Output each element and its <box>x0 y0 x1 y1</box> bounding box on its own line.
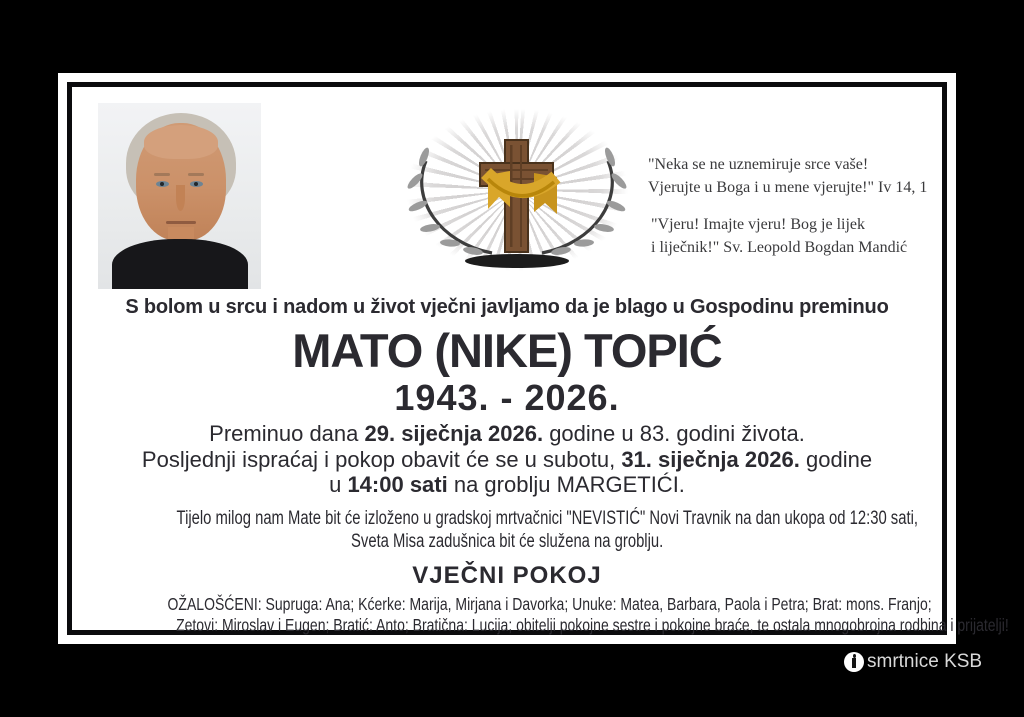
eternal-rest-heading: VJEČNI POKOJ <box>412 561 602 589</box>
header-section <box>72 87 942 297</box>
death-notice-card <box>58 73 1009 644</box>
mortuary-info <box>72 507 942 553</box>
photo-nose <box>176 185 185 211</box>
photo-eyebrow <box>154 173 170 176</box>
cross-icon <box>362 107 672 297</box>
mourners-list <box>72 593 1009 636</box>
brand-label: smrtnice KSB <box>867 651 983 672</box>
photo-eyebrow <box>188 173 204 176</box>
deceased-photo <box>98 103 261 289</box>
quote-john <box>648 153 948 199</box>
cross-illustration <box>362 107 672 297</box>
announcement-text: S bolom u srcu i nadom u život vječni javljamo da je blago u Gospodinu preminuo <box>125 296 889 318</box>
deceased-name: MATO (NIKE) TOPIĆ <box>292 324 722 377</box>
photo-shoulders <box>112 239 248 289</box>
candle-icon <box>844 652 864 672</box>
death-details <box>72 421 942 498</box>
photo-eye <box>156 181 169 187</box>
mortuary-line: Tijelo milog nam Mate bit će izloženo u gradskoj mrtvačnici "NEVISTIĆ" Novi Travnik na dan ukopa od 12:30 sati, <box>176 507 919 529</box>
funeral-date-line: Posljednji ispraćaj i pokop obavit će se u subotu, 31. siječnja 2026. godine <box>141 446 873 472</box>
mourners-line: Zetovi: Miroslav i Eugen; Bratić: Anto; Bratična: Lucija; obitelji pokojne sestre i pokojne braće, te ostala mnogobrojna rodbina i prijatelji! <box>176 614 1009 635</box>
photo-forehead <box>144 125 218 159</box>
mourners-line: OŽALOŠĆENI: Supruga: Ana; Kćerke: Marija, Mirjana i Davorka; Unuke: Matea, Barbara, Paola i Petra; Brat: mons. Franjo; <box>167 593 932 614</box>
quote-line: "Neka se ne uznemiruje srce vaše! <box>648 156 869 173</box>
quote-line: Vjerujte u Boga i u mene vjerujte!" Iv 14, 1 <box>648 179 928 196</box>
cross-shadow <box>465 254 569 268</box>
scripture-quotes <box>648 153 948 259</box>
quote-line: i liječnik!" Sv. Leopold Bogdan Mandić <box>651 239 908 256</box>
death-date-line: Preminuo dana 29. siječnja 2026. godine u 83. godini života. <box>209 421 805 446</box>
life-years: 1943. - 2026. <box>394 377 620 418</box>
mortuary-line: Sveta Misa zadušnica bit će služena na groblju. <box>350 530 664 552</box>
quote-mandic <box>648 213 948 259</box>
footer-brand <box>844 651 982 673</box>
quote-line: "Vjeru! Imajte vjeru! Bog je lijek <box>651 216 866 233</box>
photo-eye <box>190 181 203 187</box>
funeral-time-line: u 14:00 sati na groblju MARGETIĆI. <box>329 472 685 497</box>
card-inner-frame <box>67 82 1009 635</box>
photo-mouth <box>166 221 196 224</box>
